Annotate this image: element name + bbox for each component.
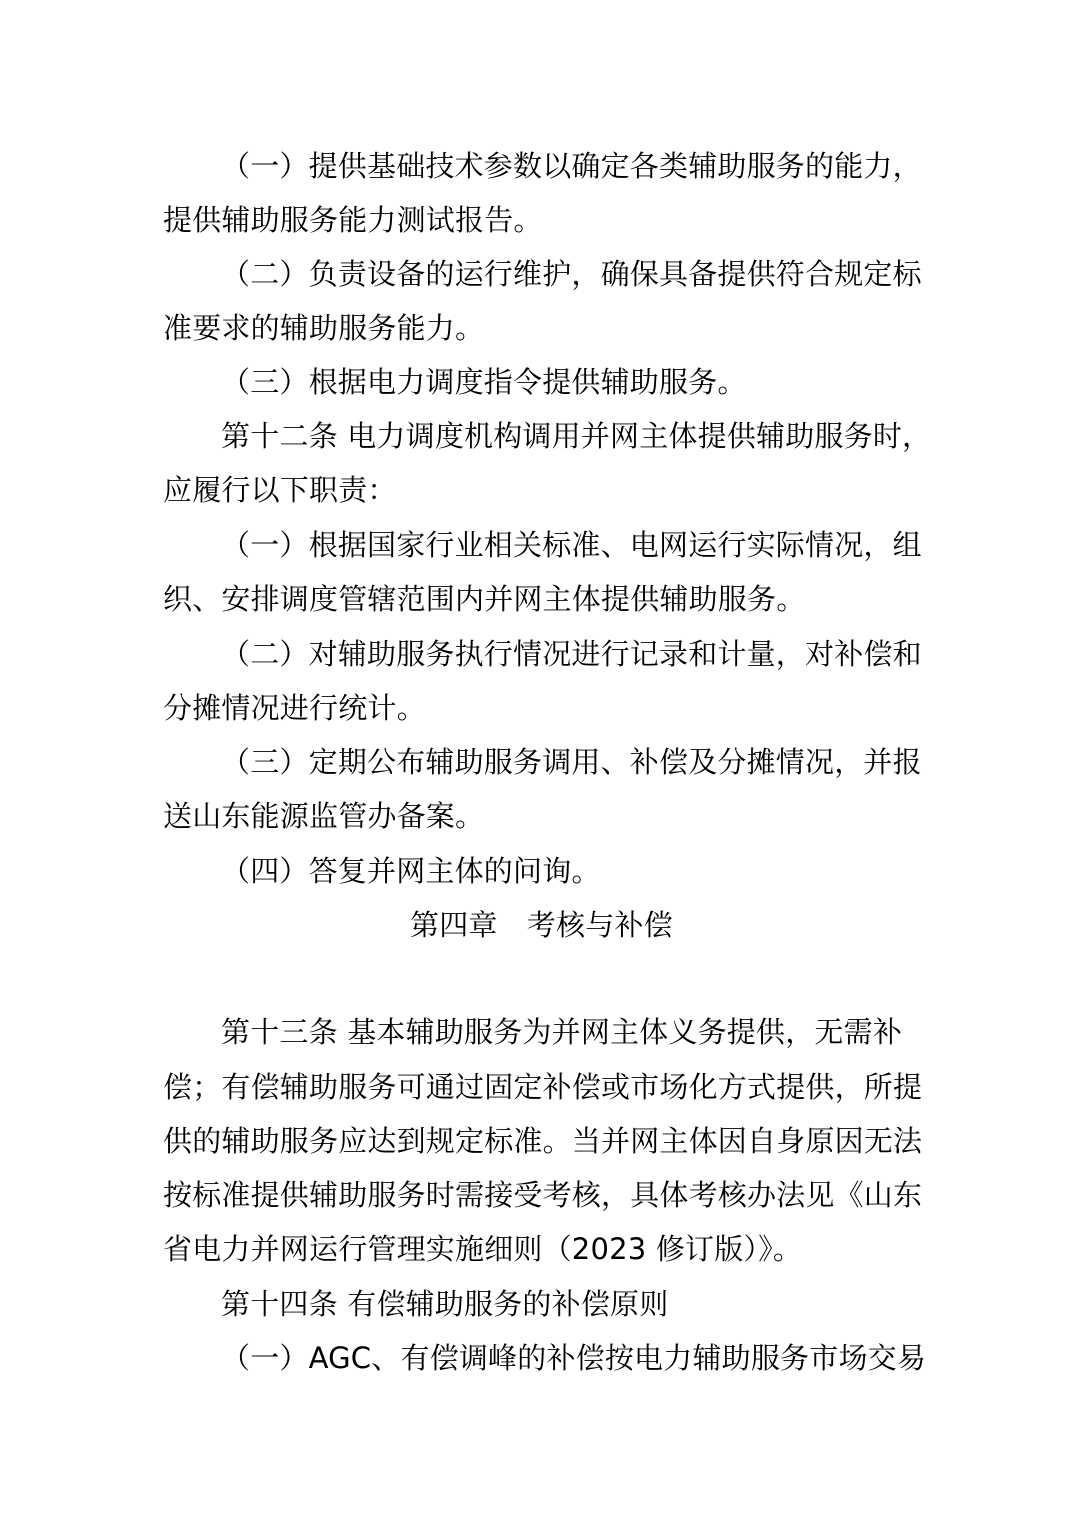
paragraph-line: 按标准提供辅助服务时需接受考核，具体考核办法见《山东	[163, 1178, 923, 1212]
paragraph-line: （一）根据国家行业相关标准、电网运行实际情况，组	[221, 528, 922, 562]
paragraph-line: 供的辅助服务应达到规定标准。当并网主体因自身原因无法	[163, 1124, 923, 1158]
paragraph-line: （二）对辅助服务执行情况进行记录和计量，对补偿和	[221, 637, 922, 671]
paragraph-line: （一）AGC、有偿调峰的补偿按电力辅助服务市场交易	[221, 1341, 927, 1375]
paragraph-line: （二）负责设备的运行维护，确保具备提供符合规定标	[221, 257, 922, 291]
paragraph-line: 偿；有偿辅助服务可通过固定补偿或市场化方式提供，所提	[163, 1070, 923, 1104]
chapter-heading: 第四章 考核与补偿	[410, 908, 673, 942]
paragraph-line: （三）定期公布辅助服务调用、补偿及分摊情况，并报	[221, 745, 922, 779]
paragraph-line: 送山东能源监管办备案。	[163, 799, 485, 833]
article-heading-line: 第十二条 电力调度机构调用并网主体提供辅助服务时，	[221, 419, 932, 453]
paragraph-line: （四）答复并网主体的问询。	[221, 854, 601, 888]
article-heading-line: 第十三条 基本辅助服务为并网主体义务提供，无需补	[221, 1015, 903, 1049]
paragraph-line: （一）提供基础技术参数以确定各类辅助服务的能力，	[221, 149, 922, 183]
paragraph-line: （三）根据电力调度指令提供辅助服务。	[221, 365, 747, 399]
article-heading-line: 第十四条 有偿辅助服务的补偿原则	[221, 1287, 669, 1321]
paragraph-line: 准要求的辅助服务能力。	[163, 311, 485, 345]
paragraph-line: 织、安排调度管辖范围内并网主体提供辅助服务。	[163, 582, 806, 616]
paragraph-line: 提供辅助服务能力测试报告。	[163, 203, 543, 237]
paragraph-line: 省电力并网运行管理实施细则（2023 修订版）》。	[163, 1232, 803, 1266]
paragraph-line: 应履行以下职责：	[163, 473, 397, 507]
paragraph-line: 分摊情况进行统计。	[163, 691, 426, 725]
